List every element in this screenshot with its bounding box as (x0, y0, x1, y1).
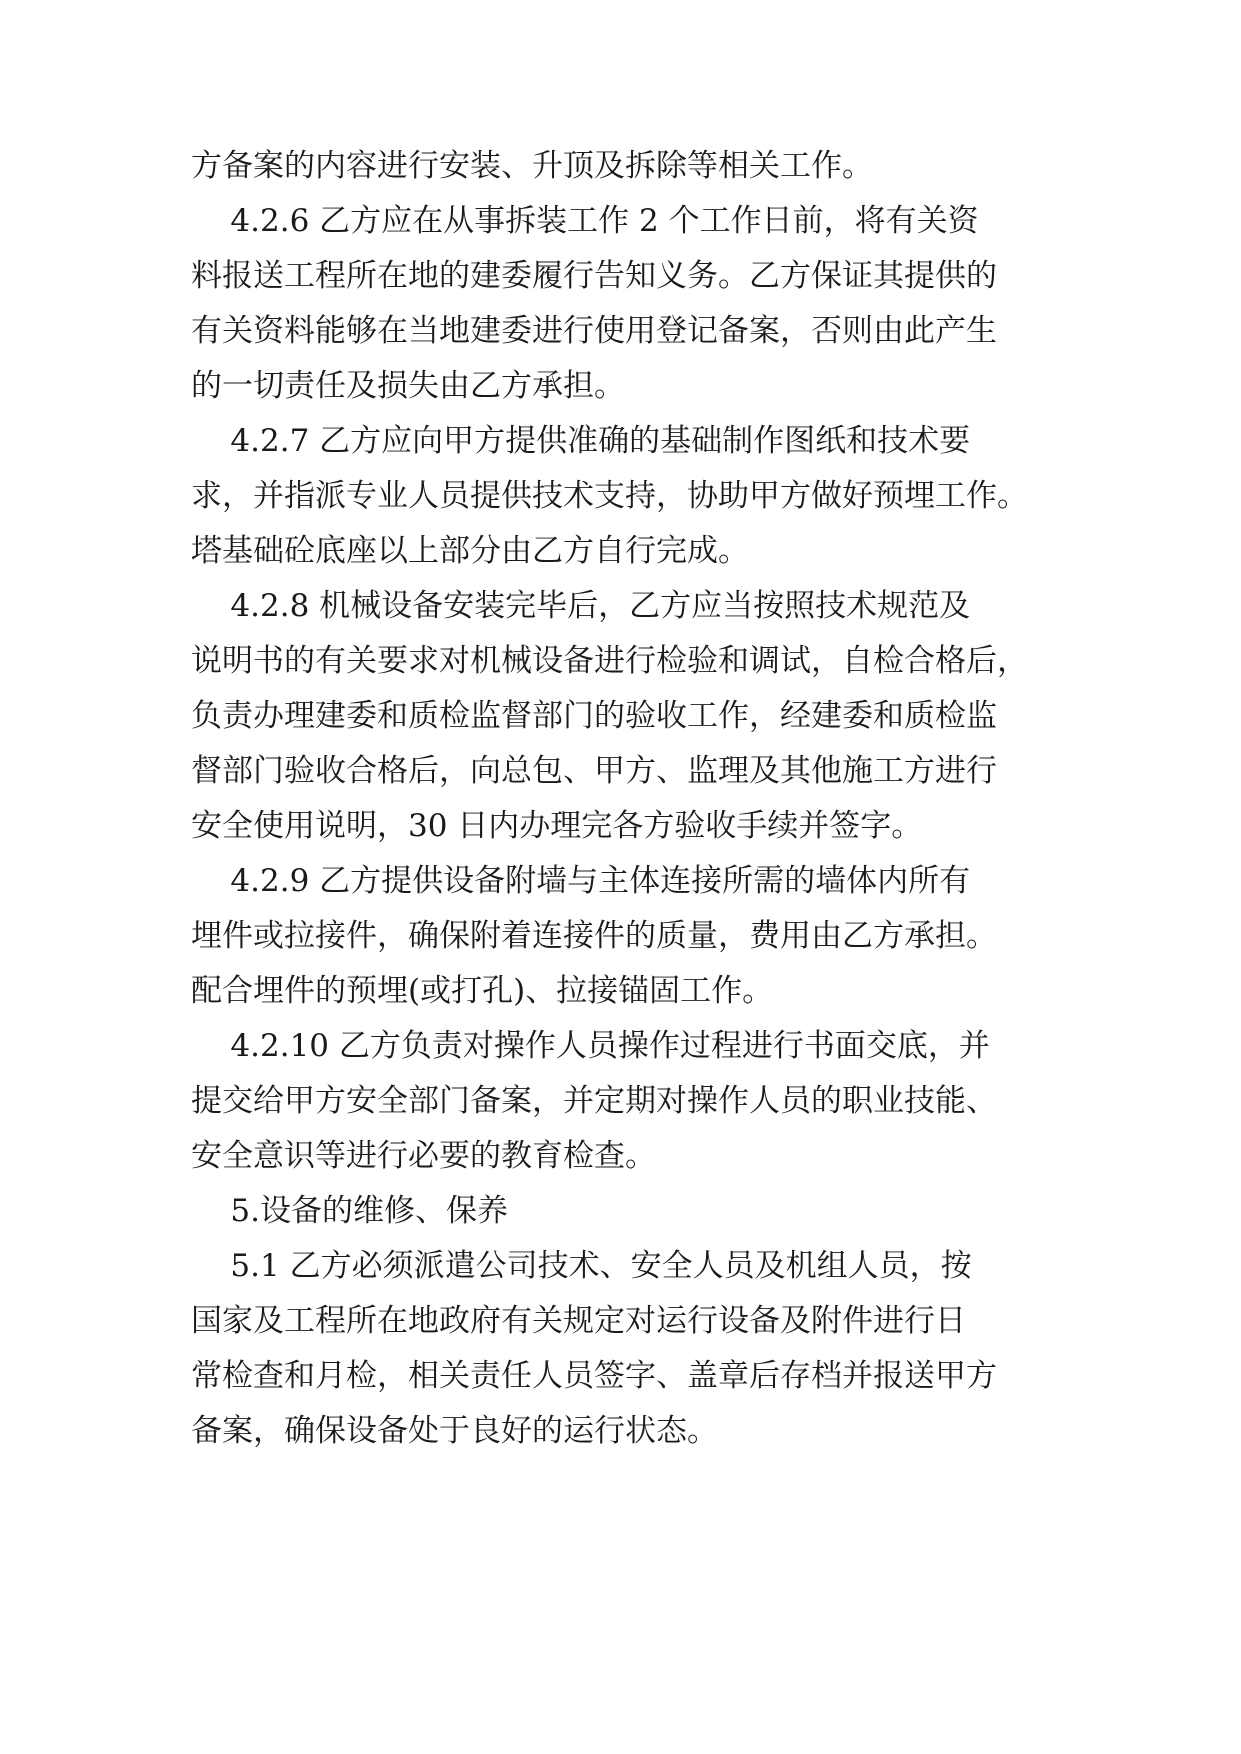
text-line: 负责办理建委和质检监督部门的验收工作，经建委和质检监 (191, 698, 997, 734)
text-line: 国家及工程所在地政府有关规定对运行设备及附件进行日 (191, 1303, 966, 1339)
text-line: 安全使用说明，30 日内办理完各方验收手续并签字。 (191, 808, 923, 844)
text-line: 4.2.6 乙方应在从事拆装工作 2 个工作日前，将有关资 (191, 203, 979, 239)
text-line: 常检查和月检，相关责任人员签字、盖章后存档并报送甲方 (191, 1358, 997, 1394)
text-line: 方备案的内容进行安装、升顶及拆除等相关工作。 (191, 148, 873, 184)
text-line: 料报送工程所在地的建委履行告知义务。乙方保证其提供的 (191, 258, 997, 294)
text-line: 埋件或拉接件，确保附着连接件的质量，费用由乙方承担。 (191, 918, 997, 954)
text-line: 4.2.7 乙方应向甲方提供准确的基础制作图纸和技术要 (191, 423, 971, 459)
text-line: 5.1 乙方必须派遣公司技术、安全人员及机组人员，按 (191, 1248, 972, 1284)
text-line: 塔基础砼底座以上部分由乙方自行完成。 (191, 533, 749, 569)
text-line: 提交给甲方安全部门备案，并定期对操作人员的职业技能、 (191, 1083, 997, 1119)
text-line: 4.2.10 乙方负责对操作人员操作过程进行书面交底，并 (191, 1028, 990, 1064)
text-line: 4.2.8 机械设备安装完毕后，乙方应当按照技术规范及 (191, 588, 971, 624)
section-heading: 5.设备的维修、保养 (191, 1193, 508, 1229)
text-line: 督部门验收合格后，向总包、甲方、监理及其他施工方进行 (191, 753, 997, 789)
text-line: 求，并指派专业人员提供技术支持，协助甲方做好预埋工作。 (191, 478, 1028, 514)
text-line: 备案，确保设备处于良好的运行状态。 (191, 1413, 718, 1449)
text-line: 的一切责任及损失由乙方承担。 (191, 368, 625, 404)
text-line: 有关资料能够在当地建委进行使用登记备案，否则由此产生 (191, 313, 997, 349)
text-line: 说明书的有关要求对机械设备进行检验和调试，自检合格后， (191, 643, 1028, 679)
text-line: 安全意识等进行必要的教育检查。 (191, 1138, 656, 1174)
text-line: 配合埋件的预埋(或打孔)、拉接锚固工作。 (191, 973, 774, 1009)
text-line: 4.2.9 乙方提供设备附墙与主体连接所需的墙体内所有 (191, 863, 971, 899)
